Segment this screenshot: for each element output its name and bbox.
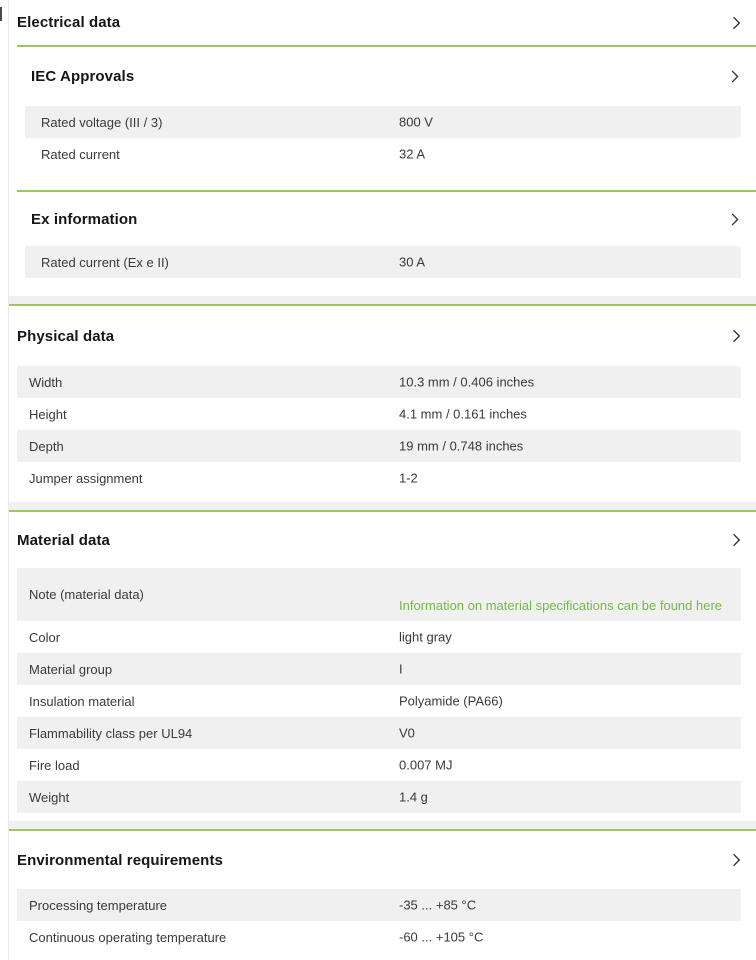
- spec-value: 10.3 mm / 0.406 inches: [399, 374, 535, 390]
- spec-row: [17, 653, 741, 685]
- spec-row: [25, 138, 741, 170]
- section-header-environmental-requirements[interactable]: [9, 831, 756, 889]
- spec-label: Flammability class per UL94: [29, 725, 193, 741]
- section-title: Physical data: [17, 327, 115, 345]
- spec-label: Rated current: [41, 146, 120, 162]
- section-electrical-data: [9, 0, 756, 296]
- subsection-title: Ex information: [31, 210, 138, 228]
- spec-value: 800 V: [399, 114, 433, 130]
- spec-label: Rated voltage (III / 3): [41, 114, 163, 130]
- spec-value: 1-2: [399, 470, 418, 486]
- spec-label: Depth: [29, 438, 64, 454]
- chevron-right-icon: [726, 13, 746, 33]
- section-environmental-requirements: [9, 829, 756, 953]
- section-title: Material data: [17, 531, 110, 549]
- spec-value: V0: [399, 725, 415, 741]
- spec-value: Polyamide (PA66): [399, 693, 503, 709]
- spec-table: [17, 106, 756, 170]
- chevron-right-icon: [726, 850, 746, 870]
- chevron-right-icon: [725, 210, 744, 229]
- spec-row: [17, 366, 741, 398]
- chevron-right-icon: [726, 326, 746, 346]
- material-specifications-link[interactable]: Information on material specifications can be found here: [399, 598, 723, 613]
- spec-row: [17, 398, 741, 430]
- spec-row: [17, 621, 741, 653]
- spec-value: 1.4 g: [399, 789, 428, 805]
- spec-row: [17, 749, 741, 781]
- spec-label: Insulation material: [29, 693, 135, 709]
- spec-value: -60 ... +105 °C: [399, 929, 484, 945]
- spec-value: 4.1 mm / 0.161 inches: [399, 406, 527, 422]
- section-gap-band: [9, 502, 756, 510]
- subsection-header-ex-information[interactable]: [17, 192, 756, 246]
- spec-label: Width: [29, 374, 63, 390]
- product-spec-page: [8, 0, 756, 960]
- spec-row: [17, 685, 741, 717]
- chevron-right-icon: [725, 67, 744, 86]
- section-header-physical-data[interactable]: [9, 306, 756, 366]
- subsection-title: IEC Approvals: [31, 68, 135, 85]
- spec-table: [9, 889, 756, 953]
- spec-label: Processing temperature: [29, 897, 168, 913]
- spec-value: I: [399, 661, 403, 677]
- subsection-iec-approvals: [17, 45, 756, 190]
- section-gap-band: [9, 821, 756, 829]
- section-physical-data: [9, 304, 756, 502]
- spec-row: [17, 921, 741, 953]
- section-title: Environmental requirements: [17, 851, 223, 869]
- spec-label: Note (material data): [29, 587, 144, 602]
- spec-label: Rated current (Ex e II): [41, 254, 169, 270]
- spec-row: [17, 717, 741, 749]
- spec-row: [25, 246, 741, 278]
- section-header-material-data[interactable]: [9, 512, 756, 568]
- spec-table: [17, 246, 756, 278]
- spec-row: [17, 430, 741, 462]
- spec-value: 19 mm / 0.748 inches: [399, 438, 524, 454]
- section-gap-band: [9, 296, 756, 304]
- spec-value: 30 A: [399, 254, 426, 270]
- subsection-header-iec-approvals[interactable]: [17, 47, 756, 106]
- spec-value: light gray: [399, 629, 452, 645]
- spec-row-note: [17, 568, 741, 621]
- spec-table: [9, 366, 756, 494]
- section-material-data: [9, 510, 756, 821]
- spec-label: Height: [29, 406, 67, 422]
- spec-row: [17, 781, 741, 813]
- spec-label: Jumper assignment: [29, 470, 143, 486]
- spec-label: Continuous operating temperature: [29, 929, 227, 945]
- subsection-ex-information: [17, 190, 756, 296]
- section-title: Electrical data: [17, 14, 121, 31]
- spec-value: 32 A: [399, 146, 426, 162]
- spec-table: [9, 568, 756, 813]
- spec-value: 0.007 MJ: [399, 757, 453, 773]
- spec-label: Weight: [29, 789, 70, 805]
- spec-label: Color: [29, 629, 61, 645]
- spec-row: [17, 889, 741, 921]
- spec-label: Material group: [29, 661, 113, 677]
- spec-row: [25, 106, 741, 138]
- chevron-right-icon: [726, 530, 746, 550]
- section-header-electrical-data[interactable]: [9, 0, 756, 45]
- screen-edge-artifact: [0, 7, 2, 21]
- spec-label: Fire load: [29, 757, 80, 773]
- spec-row: [17, 462, 741, 494]
- spec-value: -35 ... +85 °C: [399, 897, 477, 913]
